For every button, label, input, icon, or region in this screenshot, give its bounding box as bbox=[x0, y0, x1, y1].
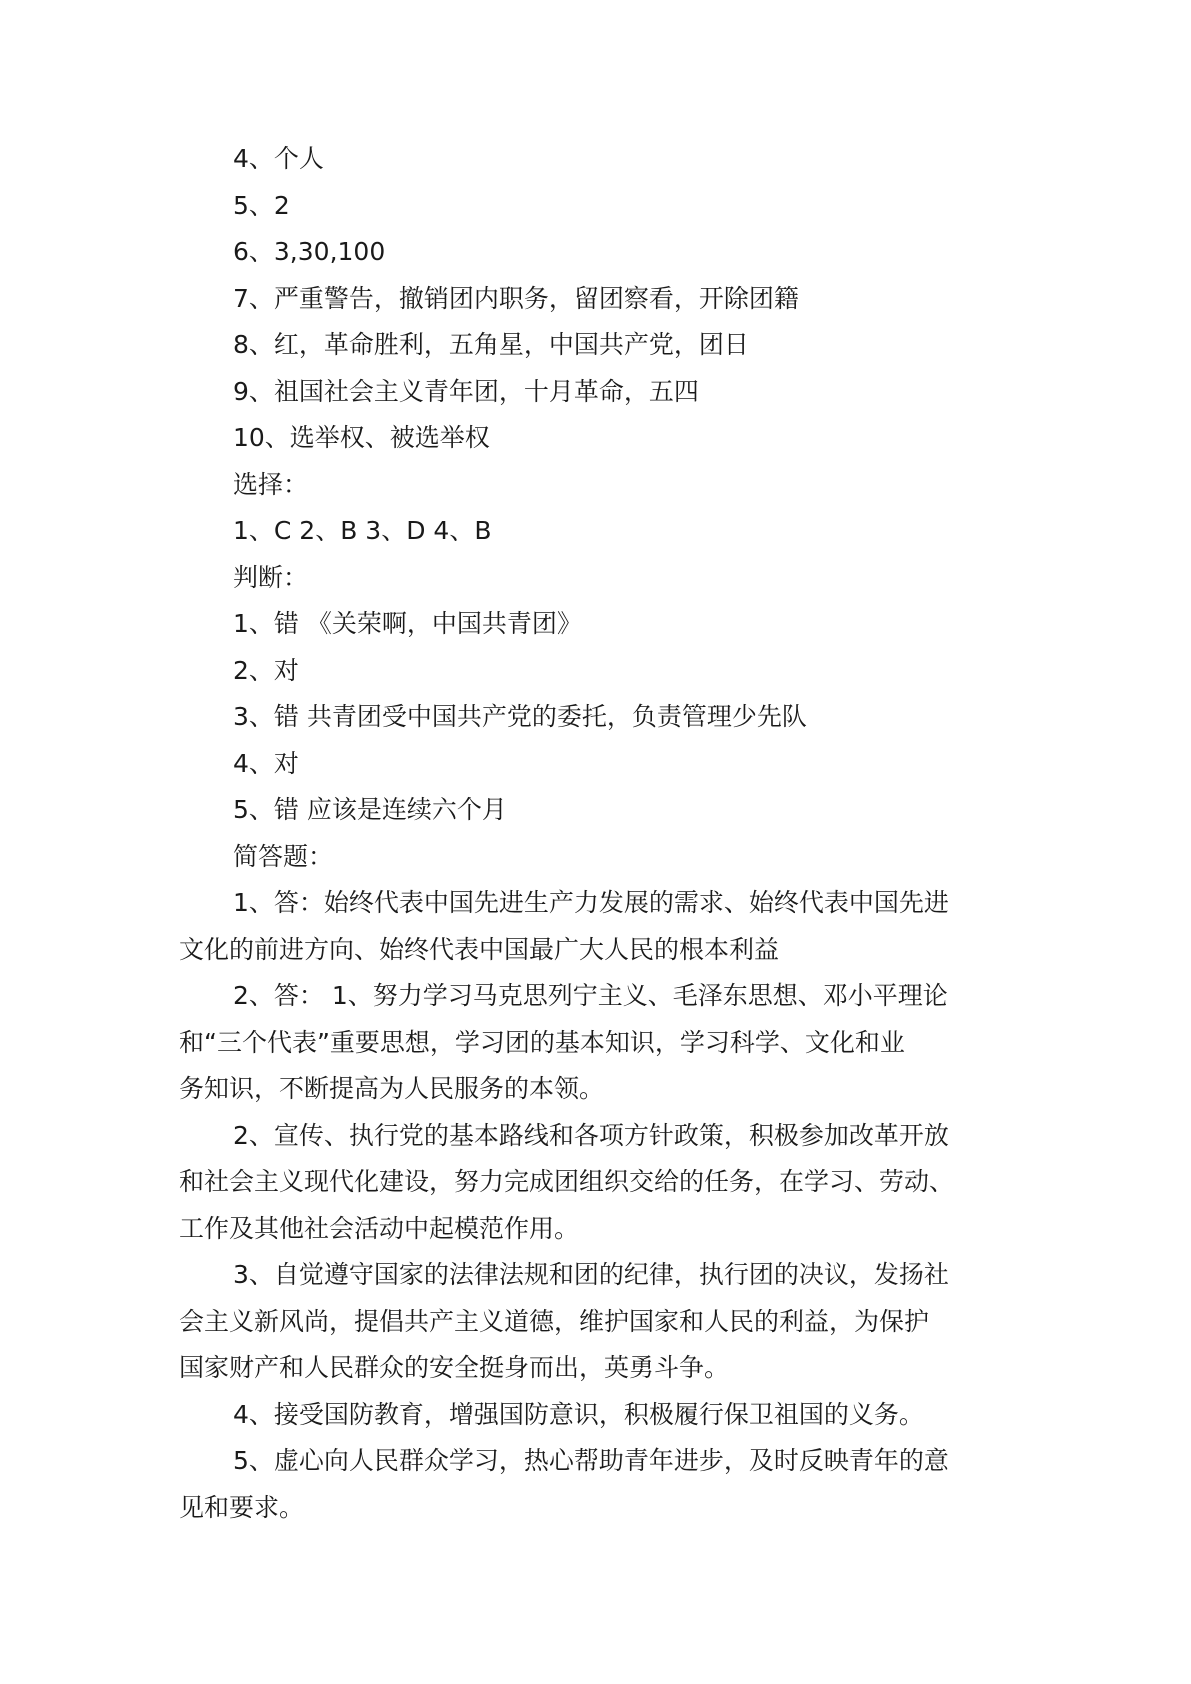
paragraph-line: 和“三个代表”重要思想，学习团的基本知识，学习科学、文化和业 bbox=[179, 1027, 905, 1057]
answer-line: 8、红，革命胜利，五角星，中国共产党，团日 bbox=[233, 330, 749, 359]
answer-line: 2、对 bbox=[233, 655, 299, 685]
answer-line: 1、C 2、B 3、D 4、B bbox=[233, 516, 492, 545]
paragraph-line: 2、宣传、执行党的基本路线和各项方针政策，积极参加改革开放 bbox=[233, 1120, 949, 1150]
paragraph-line: 务知识，不断提高为人民服务的本领。 bbox=[179, 1074, 605, 1103]
answer-line: 1、错 《关荣啊，中国共青团》 bbox=[233, 609, 582, 638]
paragraph-line: 工作及其他社会活动中起模范作用。 bbox=[179, 1213, 580, 1243]
answer-line: 6、3,30,100 bbox=[233, 237, 386, 266]
paragraph-line: 文化的前进方向、始终代表中国最广大人民的根本利益 bbox=[179, 934, 780, 964]
answer-paragraph bbox=[179, 1438, 1021, 1531]
answer-paragraph bbox=[179, 973, 1021, 1113]
answer-paragraph bbox=[179, 1392, 1021, 1439]
paragraph-line: 3、自觉遵守国家的法律法规和团的纪律，执行团的决议，发扬社 bbox=[233, 1260, 949, 1289]
answer-line: 4、个人 bbox=[233, 144, 324, 173]
paragraph-line: 国家财产和人民群众的安全挺身而出，英勇斗争。 bbox=[179, 1353, 730, 1382]
answer-paragraph bbox=[179, 1113, 1021, 1253]
paragraph-line: 1、答：始终代表中国先进生产力发展的需求、始终代表中国先进 bbox=[233, 888, 949, 917]
answer-line: 7、严重警告，撤销团内职务，留团察看，开除团籍 bbox=[233, 283, 799, 313]
answer-paragraph bbox=[179, 1252, 1021, 1392]
answer-paragraph bbox=[179, 880, 1021, 973]
document-content bbox=[179, 136, 1021, 1531]
answer-line: 5、错 应该是连续六个月 bbox=[233, 795, 507, 824]
section-heading-short-answer: 简答题： bbox=[233, 841, 334, 871]
paragraph-line: 和社会主义现代化建设，努力完成团组织交给的任务，在学习、劳动、 bbox=[179, 1167, 955, 1196]
section-heading-judgment: 判断： bbox=[233, 562, 309, 592]
answer-line: 4、对 bbox=[233, 748, 299, 778]
paragraph-line: 5、虚心向人民群众学习，热心帮助青年进步，及时反映青年的意 bbox=[233, 1446, 949, 1475]
paragraph-line: 4、接受国防教育，增强国防意识，积极履行保卫祖国的义务。 bbox=[233, 1399, 924, 1429]
answer-line: 3、错 共青团受中国共产党的委托，负责管理少先队 bbox=[233, 702, 807, 731]
paragraph-line: 会主义新风尚，提倡共产主义道德，维护国家和人民的利益，为保护 bbox=[179, 1306, 930, 1336]
section-heading-choice: 选择： bbox=[233, 469, 309, 499]
paragraph-line: 2、答： 1、努力学习马克思列宁主义、毛泽东思想、邓小平理论 bbox=[233, 981, 948, 1010]
answer-line: 10、选举权、被选举权 bbox=[233, 423, 490, 452]
paragraph-line: 见和要求。 bbox=[179, 1492, 305, 1522]
answer-line: 5、2 bbox=[233, 190, 290, 220]
answer-line: 9、祖国社会主义青年团，十月革命，五四 bbox=[233, 376, 699, 406]
